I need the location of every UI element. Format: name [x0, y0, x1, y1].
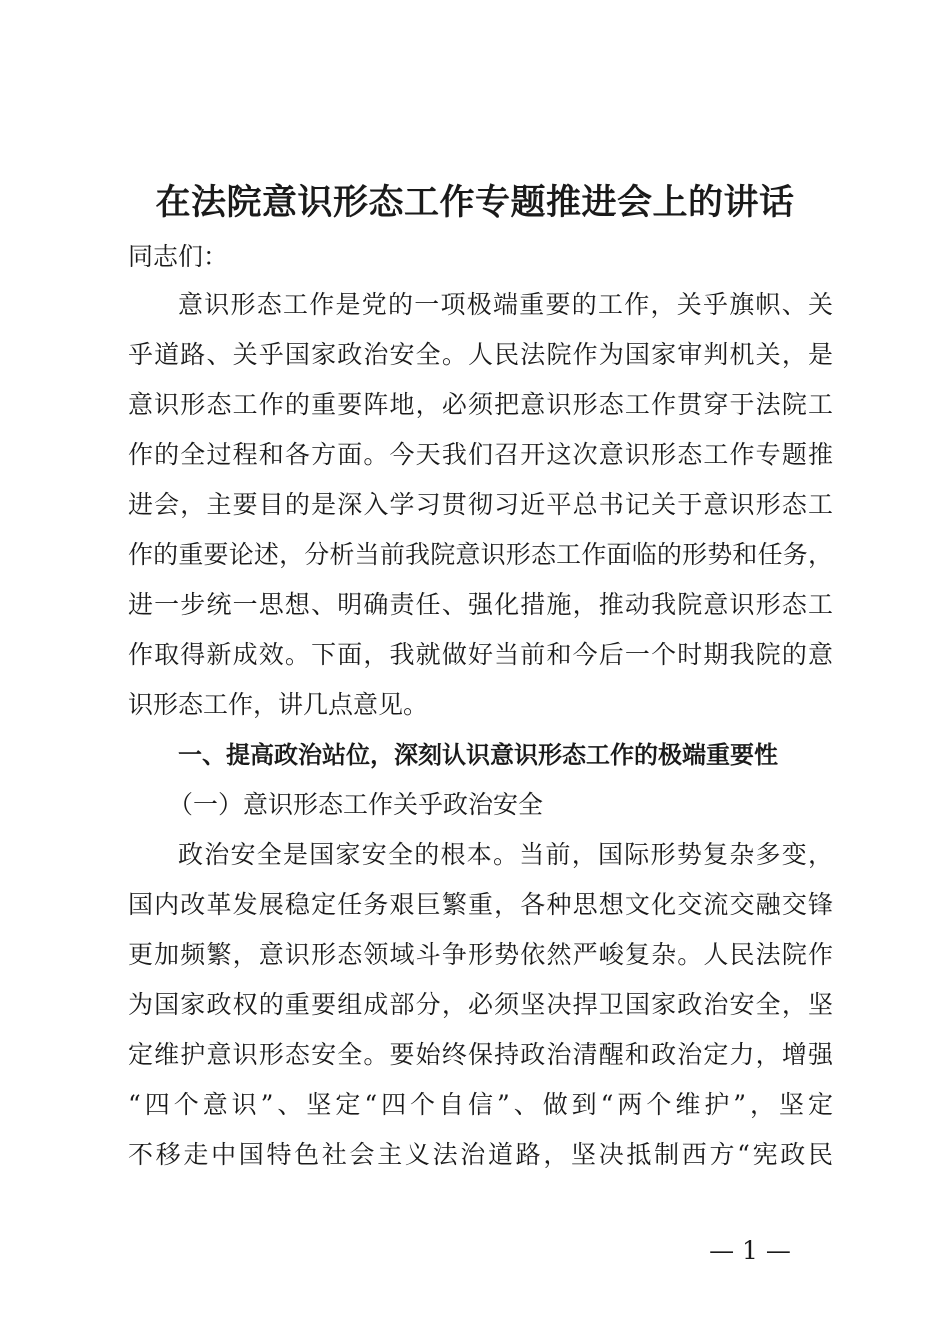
subsection-heading: （一）意识形态工作关乎政治安全 — [168, 790, 544, 819]
paragraph-line: 定维护意识形态安全。要始终保持政治清醒和政治定力，增强 — [128, 1040, 833, 1069]
paragraph-line: 政治安全是国家安全的根本。当前，国际形势复杂多变， — [178, 840, 833, 869]
paragraph-line: 作的重要论述，分析当前我院意识形态工作面临的形势和任务， — [128, 540, 833, 569]
paragraph-line: 意识形态工作是党的一项极端重要的工作，关乎旗帜、关 — [178, 290, 833, 319]
paragraph-line: 为国家政权的重要组成部分，必须坚决捍卫国家政治安全，坚 — [128, 990, 833, 1019]
paragraph-line: 意识形态工作的重要阵地，必须把意识形态工作贯穿于法院工 — [128, 390, 833, 419]
salutation: 同志们： — [128, 242, 229, 271]
paragraph-line: 不移走中国特色社会主义法治道路，坚决抵制西方“宪政民 — [128, 1140, 833, 1169]
page-number: — 1 — — [709, 1236, 791, 1265]
paragraph-line: 乎道路、关乎国家政治安全。人民法院作为国家审判机关，是 — [128, 340, 833, 369]
paragraph-line: 进会，主要目的是深入学习贯彻习近平总书记关于意识形态工 — [128, 490, 833, 519]
section-heading: 一、提高政治站位，深刻认识意识形态工作的极端重要性 — [178, 741, 778, 769]
paragraph-line: 识形态工作，讲几点意见。 — [128, 690, 429, 719]
document-title: 在法院意识形态工作专题推进会上的讲话 — [155, 182, 795, 223]
paragraph-line: 作的全过程和各方面。今天我们召开这次意识形态工作专题推 — [128, 440, 833, 469]
paragraph-line: 进一步统一思想、明确责任、强化措施，推动我院意识形态工 — [128, 590, 833, 619]
paragraph-line: 更加频繁，意识形态领域斗争形势依然严峻复杂。人民法院作 — [128, 940, 833, 969]
paragraph-line: 国内改革发展稳定任务艰巨繁重，各种思想文化交流交融交锋 — [128, 890, 833, 919]
paragraph-line: 作取得新成效。下面，我就做好当前和今后一个时期我院的意 — [128, 640, 833, 669]
paragraph-line: “四个意识”、坚定“四个自信”、做到“两个维护”，坚定 — [128, 1090, 833, 1119]
